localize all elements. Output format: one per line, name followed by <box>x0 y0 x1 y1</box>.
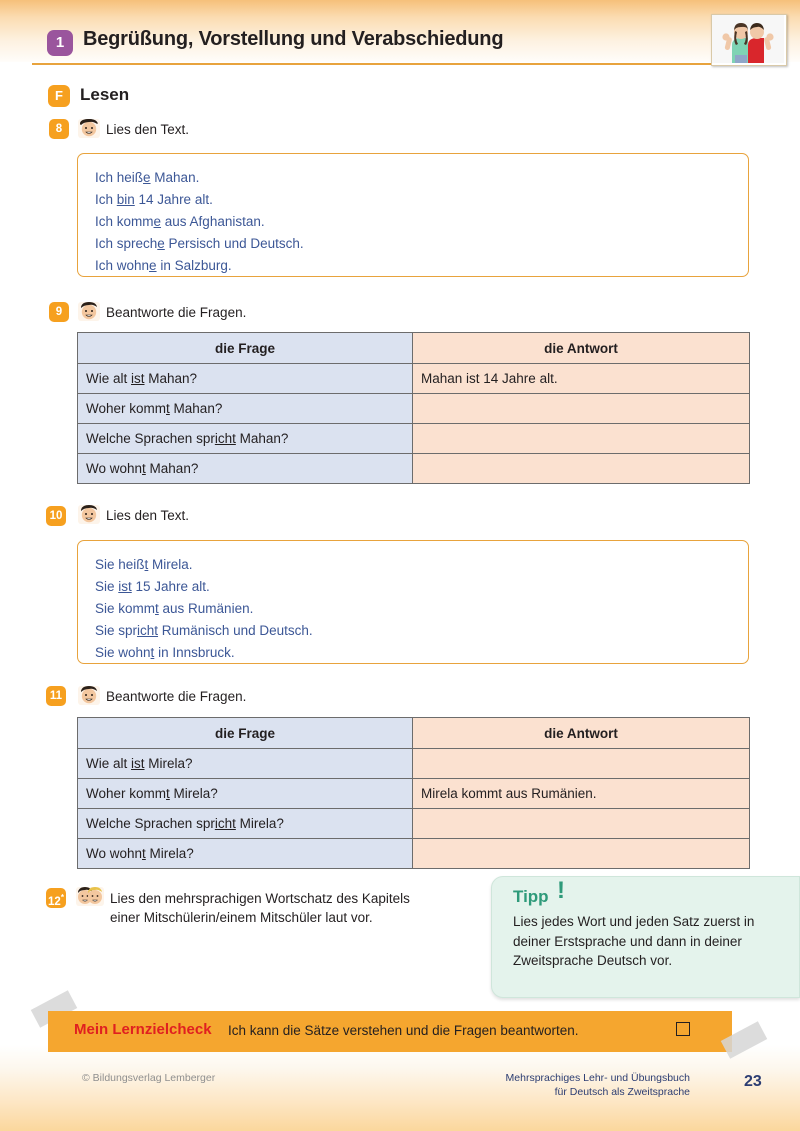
reading-box-mahan <box>77 153 749 277</box>
header-photo <box>711 14 787 66</box>
question-cell: Wo wohnt Mirela? <box>78 839 413 869</box>
task-badge-11: 11 <box>46 686 66 706</box>
footer-copyright: © Bildungsverlag Lemberger <box>82 1072 216 1084</box>
chapter-number-badge: 1 <box>47 30 73 56</box>
task-badge-10: 10 <box>46 506 66 526</box>
question-cell: Welche Sprachen spricht Mahan? <box>78 424 413 454</box>
single-student-face-icon <box>78 686 100 705</box>
reading-line: Ich komme aus Afghanistan. <box>95 214 265 229</box>
two-students-waving-photo <box>712 15 784 63</box>
reading-line: Sie kommt aus Rumänien. <box>95 601 254 616</box>
task-10-instruction: Lies den Text. <box>106 508 190 523</box>
task-badge-9: 9 <box>49 302 69 322</box>
tipp-title: Tipp <box>513 887 549 906</box>
reading-line: Sie ist 15 Jahre alt. <box>95 579 210 594</box>
reading-line: Ich bin 14 Jahre alt. <box>95 192 213 207</box>
answer-cell[interactable] <box>413 809 750 839</box>
single-student-face-icon <box>78 505 100 524</box>
task-badge-8: 8 <box>49 119 69 139</box>
task-8-instruction: Lies den Text. <box>106 122 190 137</box>
task-12-instruction: Lies den mehrsprachigen Wortschatz des Kapitels einer Mitschülerin/einem Mitschüler laut vor. <box>110 891 410 925</box>
question-cell: Woher kommt Mahan? <box>78 394 413 424</box>
answer-cell[interactable] <box>413 394 750 424</box>
question-cell: Wie alt ist Mahan? <box>78 364 413 394</box>
reading-box-mirela <box>77 540 749 664</box>
answer-cell[interactable]: Mahan ist 14 Jahre alt. <box>413 364 750 394</box>
column-header-question: die Frage <box>78 718 413 749</box>
answer-cell[interactable] <box>413 454 750 484</box>
single-student-face-icon <box>78 119 100 138</box>
question-cell: Wie alt ist Mirela? <box>78 749 413 779</box>
table-row <box>78 809 750 839</box>
answer-cell[interactable] <box>413 749 750 779</box>
table-header-row <box>78 333 750 364</box>
task-11-instruction: Beantworte die Fragen. <box>106 689 247 704</box>
page-number: 23 <box>744 1073 762 1090</box>
section-badge-f: F <box>48 85 70 107</box>
tipp-body-text: Lies jedes Wort und jeden Satz zuerst in deiner Erstsprache und dann in deiner Zweitsprache Deutsch vor. <box>513 914 755 968</box>
reading-line: Sie wohnt in Innsbruck. <box>95 645 235 660</box>
reading-line: Sie spricht Rumänisch und Deutsch. <box>95 623 313 638</box>
qa-table-mirela <box>77 717 750 869</box>
task-9-instruction: Beantworte die Fragen. <box>106 305 247 320</box>
column-header-question: die Frage <box>78 333 413 364</box>
footer-book-title: Mehrsprachiges Lehr- und Übungsbuch für Deutsch als Zweitsprache <box>505 1072 690 1098</box>
answer-cell[interactable]: Mirela kommt aus Rumänien. <box>413 779 750 809</box>
section-title: Lesen <box>80 85 130 104</box>
reading-line: Ich heiße Mahan. <box>95 170 200 185</box>
table-row <box>78 749 750 779</box>
question-cell: Woher kommt Mirela? <box>78 779 413 809</box>
column-header-answer: die Antwort <box>413 718 750 749</box>
table-row <box>78 364 750 394</box>
single-student-face-icon <box>78 302 100 321</box>
table-row <box>78 779 750 809</box>
two-students-faces-icon <box>76 887 104 906</box>
table-row <box>78 394 750 424</box>
answer-cell[interactable] <box>413 839 750 869</box>
exclamation-icon: ! <box>557 877 565 904</box>
lernzielcheck-checkbox[interactable] <box>676 1022 690 1036</box>
tipp-box <box>491 876 800 998</box>
question-cell: Welche Sprachen spricht Mirela? <box>78 809 413 839</box>
task-badge-12: 12* <box>46 888 66 908</box>
reading-line: Ich spreche Persisch und Deutsch. <box>95 236 304 251</box>
reading-line: Ich wohne in Salzburg. <box>95 258 232 273</box>
page-title: Begrüßung, Vorstellung und Verabschiedung <box>83 28 504 50</box>
table-row <box>78 839 750 869</box>
column-header-answer: die Antwort <box>413 333 750 364</box>
table-header-row <box>78 718 750 749</box>
header-divider-rule <box>32 63 768 65</box>
lernzielcheck-statement: Ich kann die Sätze verstehen und die Fragen beantworten. <box>228 1023 579 1038</box>
lernzielcheck-title: Mein Lernzielcheck <box>74 1021 212 1038</box>
question-cell: Wo wohnt Mahan? <box>78 454 413 484</box>
qa-table-mahan <box>77 332 750 484</box>
answer-cell[interactable] <box>413 424 750 454</box>
table-row <box>78 454 750 484</box>
reading-line: Sie heißt Mirela. <box>95 557 193 572</box>
table-row <box>78 424 750 454</box>
